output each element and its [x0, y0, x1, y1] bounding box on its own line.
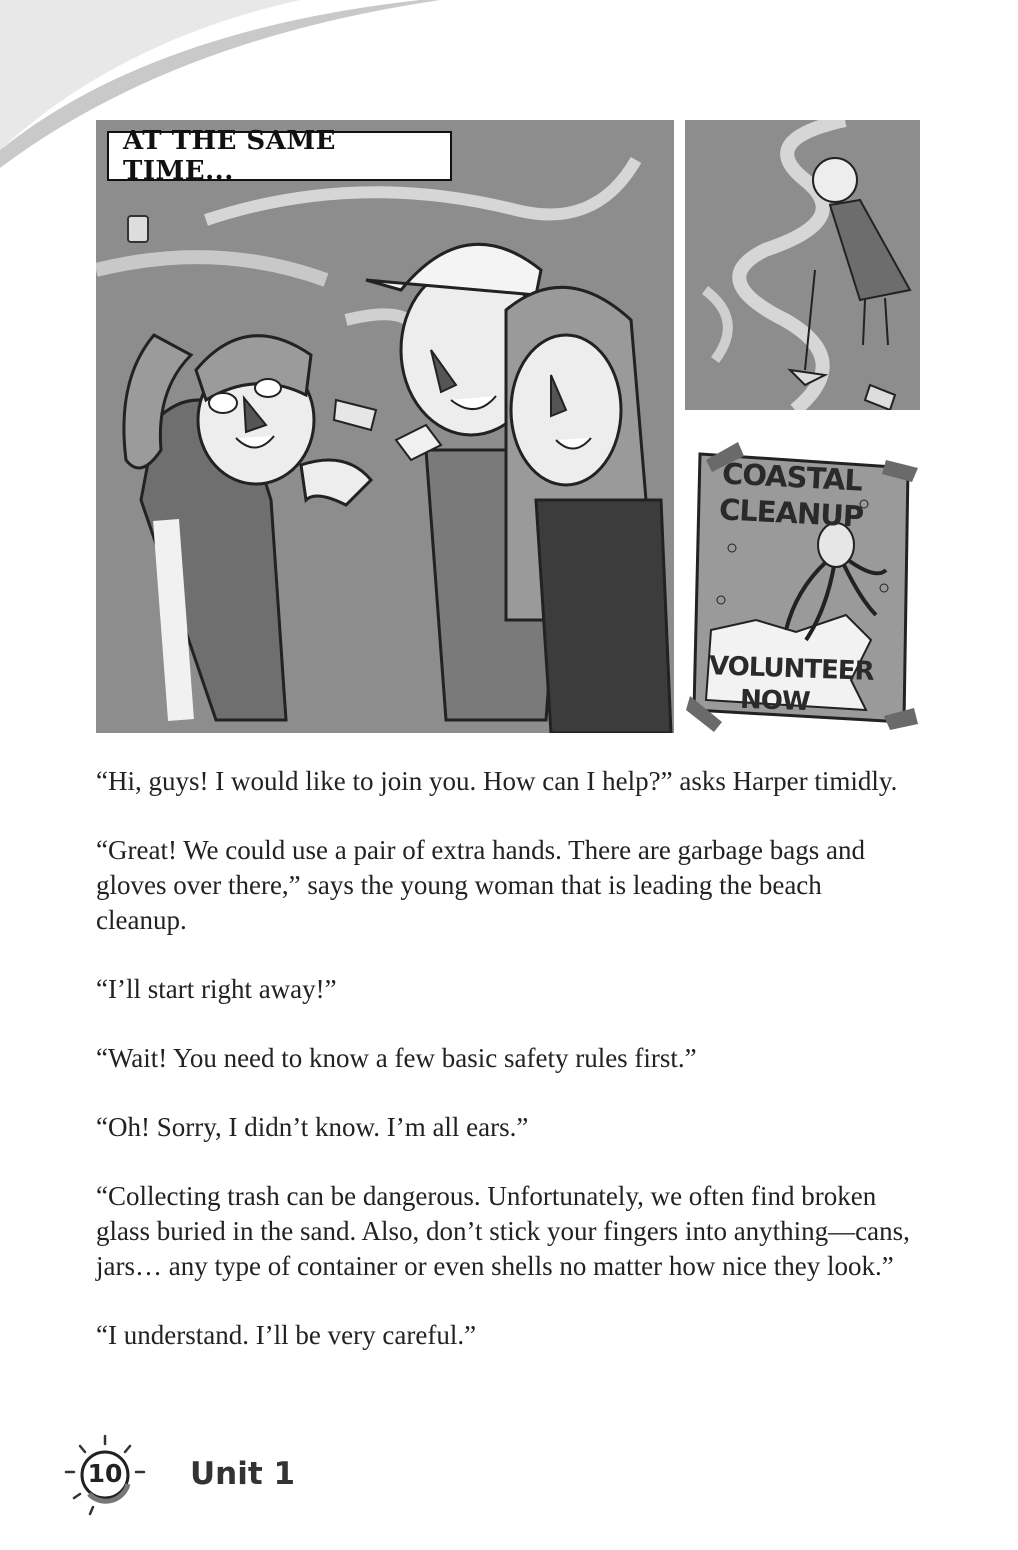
unit-label: Unit 1 — [190, 1456, 296, 1492]
poster-title-line2: CLEANUP — [718, 492, 864, 534]
poster-title-line1: COASTAL — [721, 456, 863, 498]
page-number: 10 — [87, 1459, 123, 1488]
story-paragraph: “Oh! Sorry, I didn’t know. I’m all ears.” — [96, 1112, 529, 1142]
comic-panel-main — [96, 120, 674, 733]
story-paragraph: “Hi, guys! I would like to join you. How can I help?” asks Harper timidly. — [96, 766, 898, 796]
story-text — [96, 764, 916, 1387]
comic-panel-cleaner — [685, 120, 920, 410]
story-paragraph: “I’ll start right away!” — [96, 974, 337, 1004]
story-paragraph: “Wait! You need to know a few basic safety rules first.” — [96, 1043, 697, 1073]
comic-illustration-friends — [96, 120, 674, 733]
poster-cta-line1: VOLUNTEER — [708, 651, 875, 687]
caption-box: AT THE SAME TIME... — [107, 131, 452, 181]
poster-cta-line2: NOW — [739, 684, 811, 718]
story-paragraph: “Great! We could use a pair of extra hands. There are garbage bags and gloves over there,” says the young woman that is leading the beach cleanup. — [96, 835, 865, 935]
story-paragraph: “I understand. I’ll be very careful.” — [96, 1320, 477, 1350]
comic-illustration-cleaner — [685, 120, 920, 410]
story-paragraph: “Collecting trash can be dangerous. Unfortunately, we often find broken glass buried in the sand. Also, don’t stick your fingers into anything—cans, jars… any type of container or even shells no matter how nice they look.” — [96, 1181, 910, 1281]
